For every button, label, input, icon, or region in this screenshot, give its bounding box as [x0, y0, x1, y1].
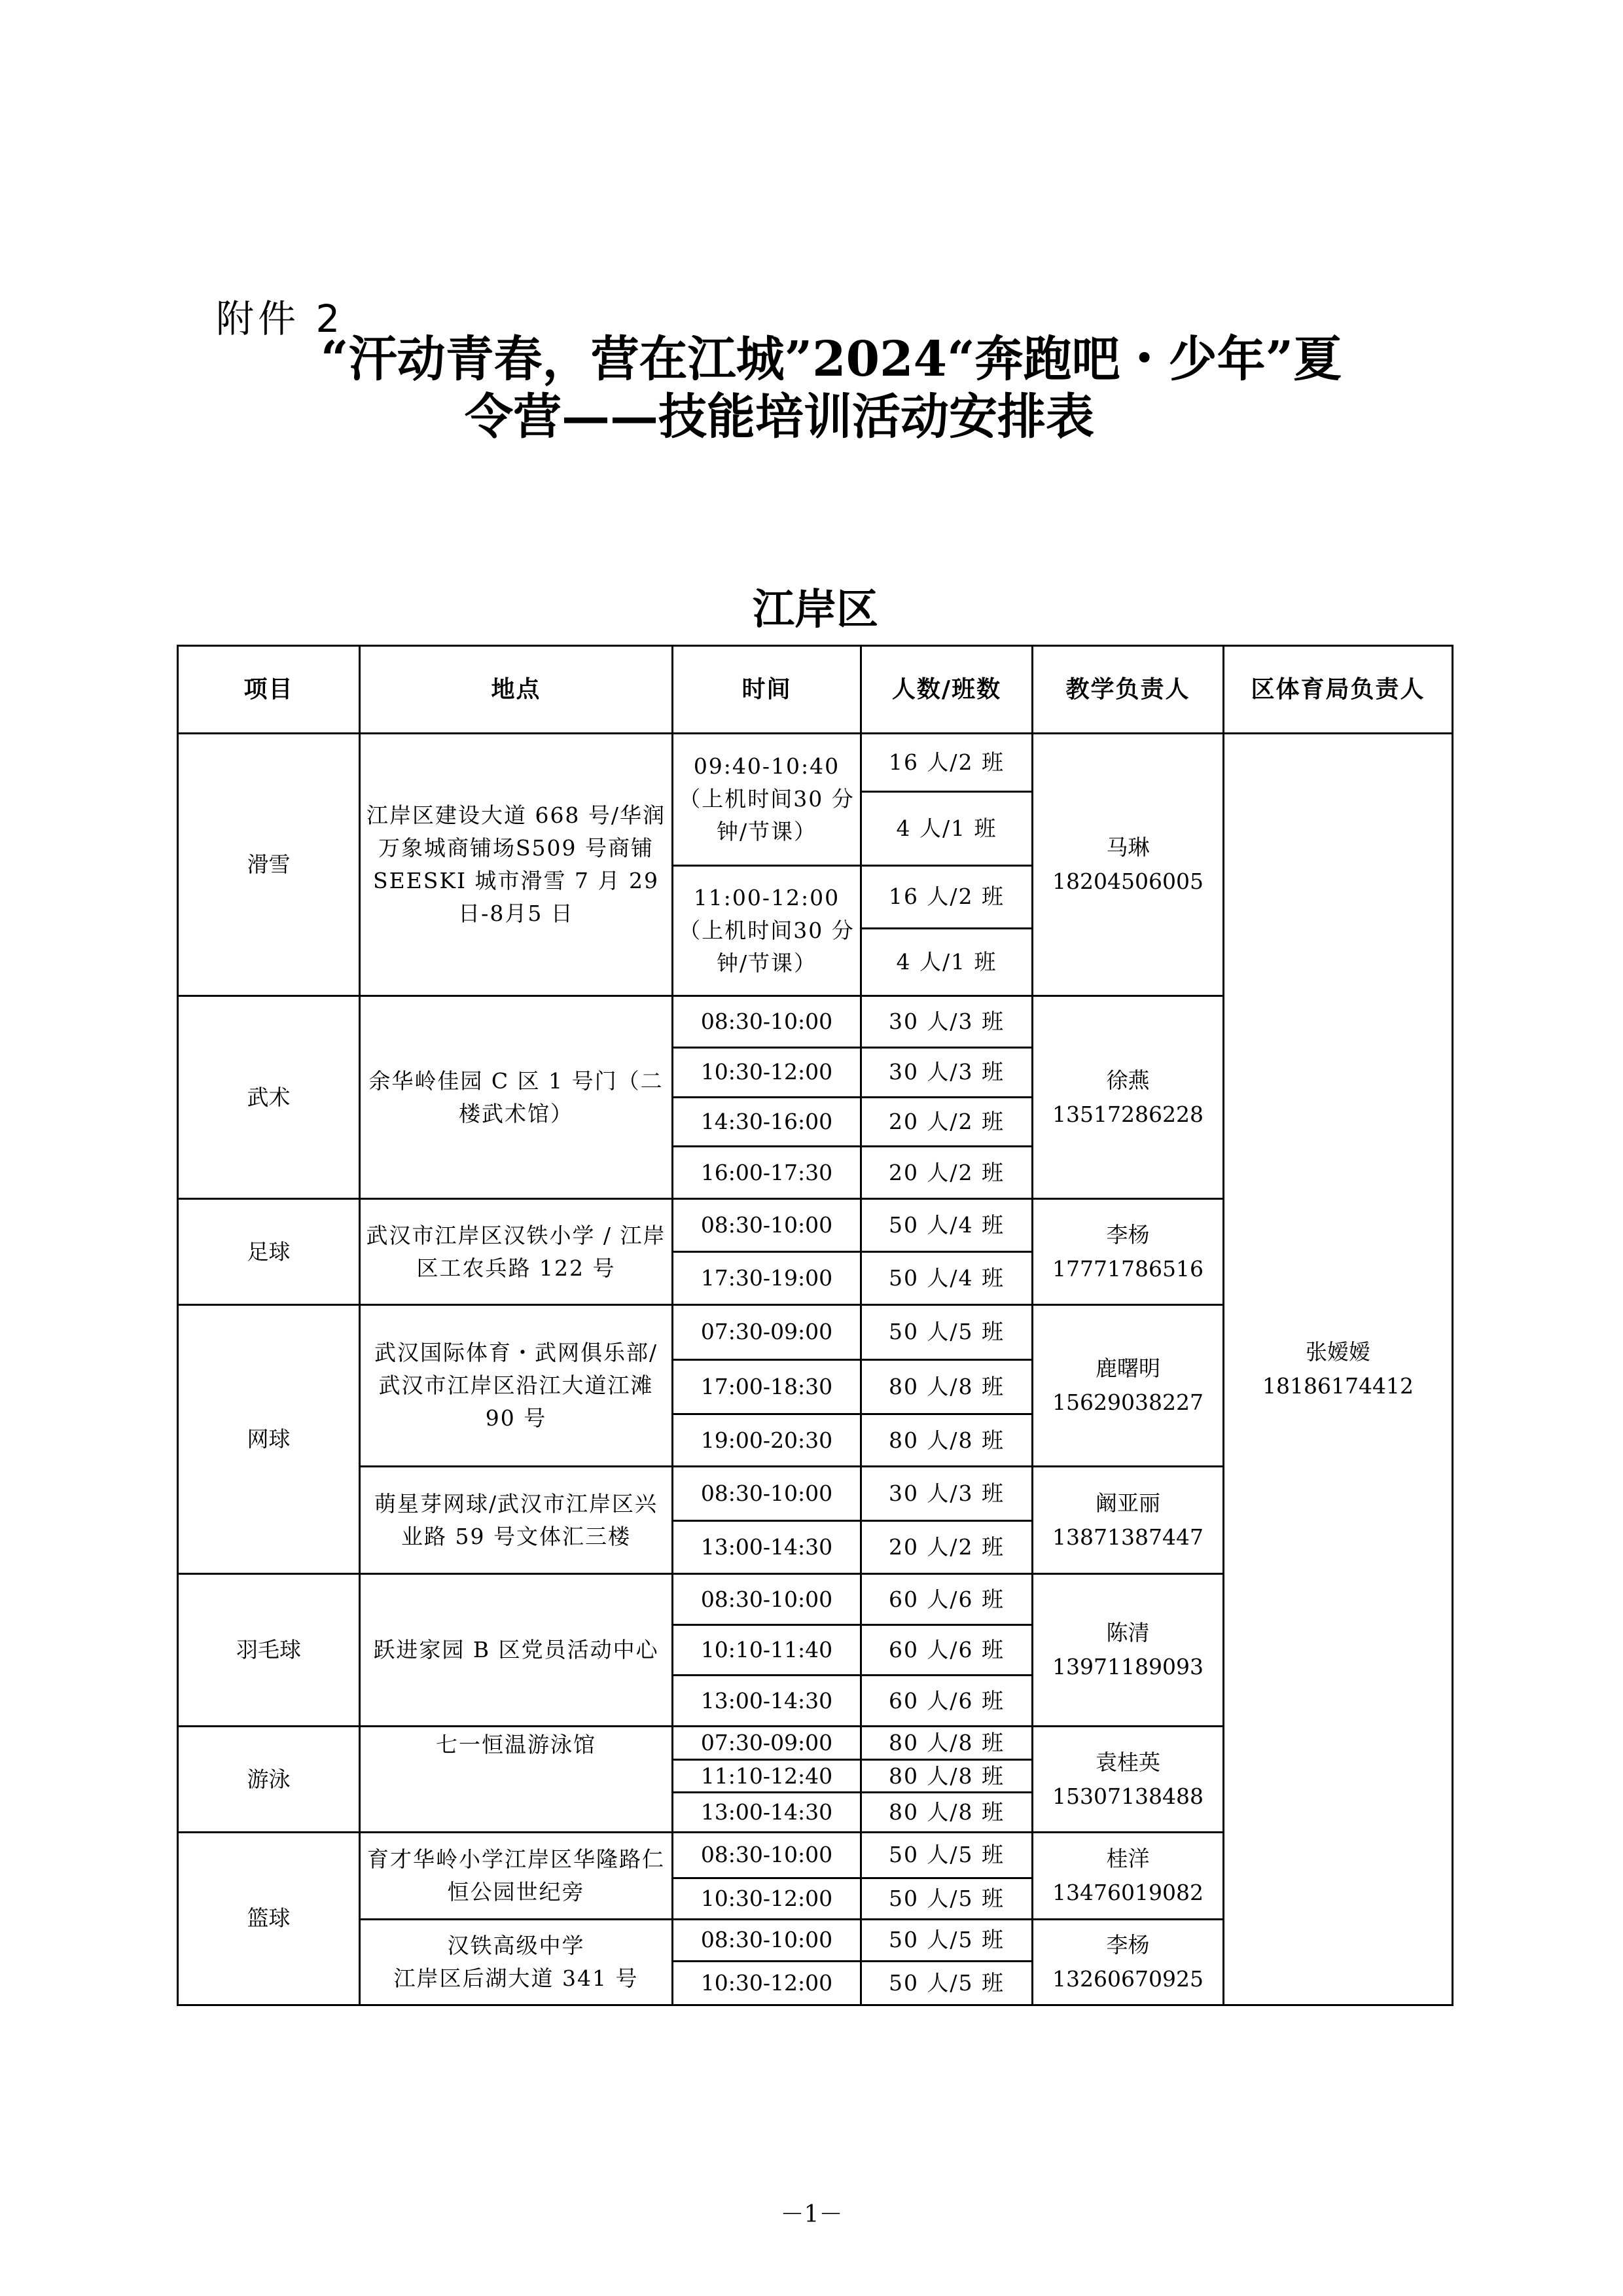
teacher-phone: 13260670925: [1052, 1965, 1204, 1992]
time-cell: 14:30-16:00: [673, 1098, 861, 1147]
time-cell: 17:30-19:00: [673, 1252, 861, 1305]
capacity-cell: 60 人/6 班: [861, 1573, 1033, 1625]
time-cell: 08:30-10:00: [673, 1919, 861, 1961]
time-cell: 10:30-12:00: [673, 1962, 861, 2005]
district-contact-phone: 18186174412: [1262, 1373, 1414, 1399]
location-cell: 武汉国际体育・武网俱乐部/武汉市江岸区沿江大道江滩 90 号: [360, 1304, 673, 1467]
capacity-cell: 16 人/2 班: [861, 734, 1033, 792]
time-cell: 08:30-10:00: [673, 1832, 861, 1878]
time-cell: 11:10-12:40: [673, 1759, 861, 1792]
time-cell: 10:30-12:00: [673, 1047, 861, 1098]
capacity-cell: 50 人/5 班: [861, 1919, 1033, 1961]
district-contact-name: 张嫒嫒: [1306, 1339, 1370, 1365]
teacher-name: 陈清: [1106, 1620, 1150, 1646]
capacity-cell: 50 人/5 班: [861, 1962, 1033, 2005]
project-cell: 篮球: [178, 1832, 360, 2005]
location-line: 江岸区后湖大道 341 号: [393, 1965, 639, 1991]
capacity-cell: 20 人/2 班: [861, 1098, 1033, 1147]
time-cell: 17:00-18:30: [673, 1360, 861, 1414]
teacher-name: 阚亚丽: [1096, 1490, 1160, 1516]
page-number: －1－: [780, 2201, 843, 2228]
location-cell: [360, 1919, 673, 2005]
location-cell: 七一恒温游泳馆: [360, 1727, 673, 1832]
capacity-cell: 20 人/2 班: [861, 1146, 1033, 1199]
capacity-cell: 60 人/6 班: [861, 1675, 1033, 1727]
time-cell: 08:30-10:00: [673, 1467, 861, 1521]
teacher-phone: 15307138488: [1052, 1783, 1204, 1809]
header-capacity: 人数/班数: [861, 646, 1033, 734]
time-cell: 19:00-20:30: [673, 1414, 861, 1467]
teacher-cell: [1033, 1199, 1224, 1304]
document-title: [321, 331, 1492, 446]
time-cell: 07:30-09:00: [673, 1727, 861, 1759]
time-cell: 08:30-10:00: [673, 1573, 861, 1625]
teacher-cell: [1033, 1573, 1224, 1727]
header-project: 项目: [178, 646, 360, 734]
time-cell: 07:30-09:00: [673, 1304, 861, 1360]
teacher-phone: 15629038227: [1052, 1390, 1204, 1416]
project-cell: 网球: [178, 1304, 360, 1573]
teacher-name: 鹿曙明: [1096, 1355, 1160, 1382]
teacher-name: 袁桂英: [1096, 1749, 1160, 1775]
teacher-phone: 13517286228: [1052, 1101, 1204, 1127]
teacher-name: 桂洋: [1106, 1845, 1150, 1871]
teacher-name: 马琳: [1106, 834, 1150, 861]
teacher-name: 徐燕: [1106, 1067, 1150, 1093]
location-cell: 武汉市江岸区汉铁小学 / 江岸区工农兵路 122 号: [360, 1199, 673, 1304]
teacher-cell: [1033, 996, 1224, 1199]
table-header-row: [178, 646, 1453, 734]
district-contact-cell: [1224, 734, 1453, 2005]
header-district-contact: 区体育局负责人: [1224, 646, 1453, 734]
time-cell: 13:00-14:30: [673, 1521, 861, 1574]
capacity-cell: 4 人/1 班: [861, 929, 1033, 996]
capacity-cell: 60 人/6 班: [861, 1625, 1033, 1676]
teacher-cell: [1033, 734, 1224, 996]
capacity-cell: 30 人/3 班: [861, 1047, 1033, 1098]
teacher-cell: [1033, 1832, 1224, 1919]
attachment-label: 附件 2: [216, 296, 344, 341]
location-cell: 余华岭佳园 C 区 1 号门（二楼武术馆）: [360, 996, 673, 1199]
project-cell: 游泳: [178, 1727, 360, 1832]
header-location: 地点: [360, 646, 673, 734]
teacher-phone: 13971189093: [1052, 1654, 1204, 1680]
capacity-cell: 50 人/5 班: [861, 1304, 1033, 1360]
project-cell: 滑雪: [178, 734, 360, 996]
capacity-cell: 50 人/5 班: [861, 1832, 1033, 1878]
capacity-cell: 50 人/5 班: [861, 1878, 1033, 1919]
location-line: 汉铁高级中学: [447, 1932, 585, 1958]
teacher-cell: [1033, 1919, 1224, 2005]
capacity-cell: 80 人/8 班: [861, 1793, 1033, 1832]
capacity-cell: 50 人/4 班: [861, 1252, 1033, 1305]
district-heading: 江岸区: [753, 585, 878, 634]
capacity-cell: 4 人/1 班: [861, 791, 1033, 865]
capacity-cell: 80 人/8 班: [861, 1727, 1033, 1759]
time-cell: 08:30-10:00: [673, 1199, 861, 1252]
time-cell: 13:00-14:30: [673, 1793, 861, 1832]
teacher-phone: 18204506005: [1052, 869, 1204, 895]
teacher-phone: 13871387447: [1052, 1524, 1204, 1550]
header-time: 时间: [673, 646, 861, 734]
project-cell: 羽毛球: [178, 1573, 360, 1727]
capacity-cell: 80 人/8 班: [861, 1414, 1033, 1467]
teacher-cell: [1033, 1304, 1224, 1467]
title-line-2: 令营——技能培训活动安排表: [465, 389, 1094, 445]
teacher-name: 李杨: [1106, 1931, 1150, 1958]
location-cell: 跃进家园 B 区党员活动中心: [360, 1573, 673, 1727]
time-cell: 10:10-11:40: [673, 1625, 861, 1676]
time-cell: 08:30-10:00: [673, 996, 861, 1048]
teacher-cell: [1033, 1727, 1224, 1832]
time-cell: 11:00-12:00（上机时间30 分钟/节课）: [673, 865, 861, 996]
location-cell: 萌星芽网球/武汉市江岸区兴业路 59 号文体汇三楼: [360, 1467, 673, 1573]
header-teacher: 教学负责人: [1033, 646, 1224, 734]
time-cell: 13:00-14:30: [673, 1675, 861, 1727]
teacher-name: 李杨: [1106, 1221, 1150, 1247]
time-cell: 10:30-12:00: [673, 1878, 861, 1919]
title-line-1: “汗动青春，营在江城”2024“奔跑吧・少年”夏: [321, 331, 1342, 387]
capacity-cell: 30 人/3 班: [861, 1467, 1033, 1521]
teacher-phone: 13476019082: [1052, 1879, 1204, 1905]
project-cell: 武术: [178, 996, 360, 1199]
table-row: [178, 734, 1453, 792]
capacity-cell: 16 人/2 班: [861, 865, 1033, 929]
teacher-cell: [1033, 1467, 1224, 1573]
schedule-table: [177, 645, 1454, 2006]
capacity-cell: 80 人/8 班: [861, 1360, 1033, 1414]
time-cell: 16:00-17:30: [673, 1146, 861, 1199]
location-cell: 江岸区建设大道 668 号/华润万象城商铺场S509 号商铺 SEESKI 城市滑雪 7 月 29 日-8月5 日: [360, 734, 673, 996]
teacher-phone: 17771786516: [1052, 1255, 1204, 1282]
location-cell: 育才华岭小学江岸区华隆路仁恒公园世纪旁: [360, 1832, 673, 1919]
project-cell: 足球: [178, 1199, 360, 1304]
capacity-cell: 20 人/2 班: [861, 1521, 1033, 1574]
capacity-cell: 50 人/4 班: [861, 1199, 1033, 1252]
capacity-cell: 80 人/8 班: [861, 1759, 1033, 1792]
time-cell: 09:40-10:40（上机时间30 分钟/节课）: [673, 734, 861, 866]
capacity-cell: 30 人/3 班: [861, 996, 1033, 1048]
